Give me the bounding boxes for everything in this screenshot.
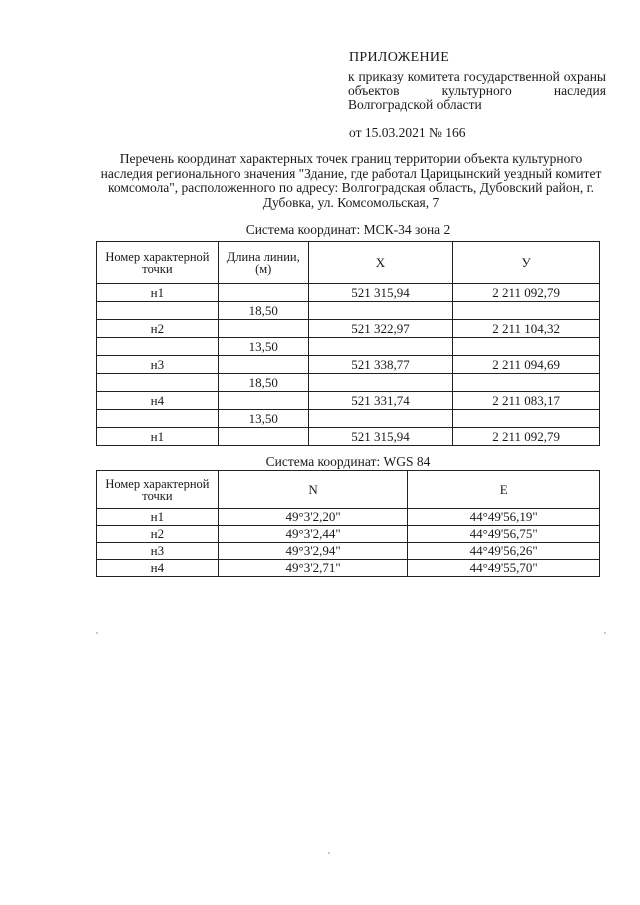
y-cell: 2 211 104,32 bbox=[453, 320, 600, 338]
msk-table-caption: Система координат: МСК-34 зона 2 bbox=[245, 222, 451, 237]
y-cell: 2 211 083,17 bbox=[453, 392, 600, 410]
length-cell: 18,50 bbox=[218, 302, 308, 320]
x-cell: 521 322,97 bbox=[308, 320, 453, 338]
x-cell: 521 315,94 bbox=[308, 284, 453, 302]
wgs-coordinates-table bbox=[96, 470, 600, 577]
length-cell bbox=[218, 428, 308, 446]
scan-speck bbox=[96, 632, 98, 634]
point-cell: н2 bbox=[97, 320, 219, 338]
y-cell: 2 211 094,69 bbox=[453, 356, 600, 374]
table-row bbox=[97, 560, 600, 577]
appendix-title: ПРИЛОЖЕНИЕ bbox=[349, 50, 450, 65]
document-title: Перечень координат характерных точек границ территории объекта культурного наследия регионального значения "Здание, где работал Царицынский уездный комитет комсомола", расположенного по адресу: Волгоградская область, Дубовский район, г. Дубовка, ул. Комсомольская, 7 bbox=[100, 151, 602, 210]
order-date-number: от 15.03.2021 № 166 bbox=[349, 125, 466, 140]
e-cell: 44°49'56,19" bbox=[408, 509, 600, 526]
n-cell: 49°3'2,94" bbox=[218, 543, 408, 560]
scan-speck bbox=[604, 632, 606, 634]
length-cell bbox=[218, 392, 308, 410]
table-row bbox=[97, 428, 600, 446]
table-row bbox=[97, 356, 600, 374]
column-header-point-number: Номер характерной точки bbox=[97, 471, 219, 509]
length-cell: 13,50 bbox=[218, 338, 308, 356]
y-cell: 2 211 092,79 bbox=[453, 428, 600, 446]
scan-speck bbox=[328, 852, 330, 854]
length-cell: 18,50 bbox=[218, 374, 308, 392]
x-cell bbox=[308, 410, 453, 428]
y-cell bbox=[453, 374, 600, 392]
point-cell bbox=[97, 302, 219, 320]
table-row bbox=[97, 543, 600, 560]
table-row bbox=[97, 526, 600, 543]
point-cell: н4 bbox=[97, 560, 219, 577]
point-cell: н1 bbox=[97, 509, 219, 526]
table-row bbox=[97, 392, 600, 410]
table-row bbox=[97, 374, 600, 392]
x-cell: 521 315,94 bbox=[308, 428, 453, 446]
table-row bbox=[97, 320, 600, 338]
length-cell: 13,50 bbox=[218, 410, 308, 428]
length-cell bbox=[218, 320, 308, 338]
n-cell: 49°3'2,20" bbox=[218, 509, 408, 526]
column-header-x: X bbox=[308, 242, 453, 284]
msk-table-header-row bbox=[97, 242, 600, 284]
column-header-n: N bbox=[218, 471, 408, 509]
column-header-line-length: Длина линии, (м) bbox=[218, 242, 308, 284]
x-cell bbox=[308, 338, 453, 356]
point-cell: н3 bbox=[97, 543, 219, 560]
x-cell: 521 338,77 bbox=[308, 356, 453, 374]
y-cell bbox=[453, 410, 600, 428]
column-header-y: У bbox=[453, 242, 600, 284]
appendix-order-reference: к приказу комитета государственной охраны объектов культурного наследия Волгоградской области bbox=[348, 69, 606, 112]
point-cell: н4 bbox=[97, 392, 219, 410]
table-row bbox=[97, 338, 600, 356]
table-row bbox=[97, 302, 600, 320]
y-cell bbox=[453, 302, 600, 320]
point-cell bbox=[97, 374, 219, 392]
table-row bbox=[97, 410, 600, 428]
point-cell bbox=[97, 410, 219, 428]
x-cell: 521 331,74 bbox=[308, 392, 453, 410]
column-header-point-number: Номер характерной точки bbox=[97, 242, 219, 284]
y-cell: 2 211 092,79 bbox=[453, 284, 600, 302]
e-cell: 44°49'55,70" bbox=[408, 560, 600, 577]
wgs-table-header-row bbox=[97, 471, 600, 509]
length-cell bbox=[218, 284, 308, 302]
table-row bbox=[97, 509, 600, 526]
point-cell: н3 bbox=[97, 356, 219, 374]
x-cell bbox=[308, 374, 453, 392]
wgs-table-caption: Система координат: WGS 84 bbox=[265, 454, 431, 469]
msk-coordinates-table bbox=[96, 241, 600, 446]
length-cell bbox=[218, 356, 308, 374]
n-cell: 49°3'2,71" bbox=[218, 560, 408, 577]
table-row bbox=[97, 284, 600, 302]
e-cell: 44°49'56,26" bbox=[408, 543, 600, 560]
y-cell bbox=[453, 338, 600, 356]
x-cell bbox=[308, 302, 453, 320]
point-cell bbox=[97, 338, 219, 356]
point-cell: н1 bbox=[97, 428, 219, 446]
n-cell: 49°3'2,44" bbox=[218, 526, 408, 543]
e-cell: 44°49'56,75" bbox=[408, 526, 600, 543]
column-header-e: E bbox=[408, 471, 600, 509]
point-cell: н1 bbox=[97, 284, 219, 302]
point-cell: н2 bbox=[97, 526, 219, 543]
